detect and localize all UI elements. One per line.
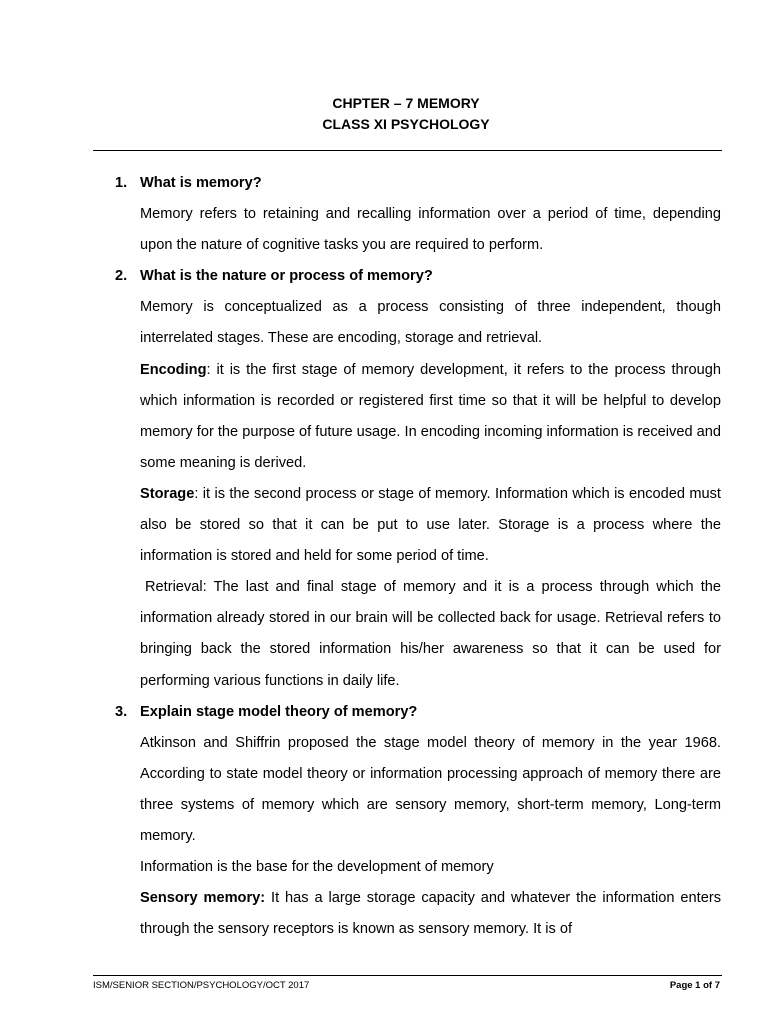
answer-paragraph: Information is the base for the development of memory bbox=[140, 859, 494, 876]
storage-text: : it is the second process or stage of memory. Information which is encoded must also be stored so that it can be put to use later. Storage is a process where the information is stored and held for some period of time. bbox=[140, 485, 721, 565]
question-2 bbox=[115, 261, 721, 292]
retrieval-paragraph: Retrieval: The last and final stage of memory and it is a process through which the information already stored in our brain will be collected back for usage. Retrieval refers to bringing back the stored information his/her awareness so that it can be used for performing various functions in daily life. bbox=[140, 579, 721, 689]
answer-paragraph: Memory refers to retaining and recalling information over a period of time, depending upon the nature of cognitive tasks you are required to perform. bbox=[140, 206, 721, 254]
sensory-memory-text: It has a large storage capacity and whatever the information enters through the sensory receptors is known as sensory memory. It is of bbox=[140, 890, 721, 938]
storage-paragraph bbox=[140, 479, 721, 572]
encoding-text: : it is the first stage of memory development, it refers to the process through which information is recorded or registered first time so that it will be helpful to develop memory for the purpose of future usage. In encoding incoming information is received and some meaning is derived. bbox=[140, 361, 721, 471]
class-subtitle: CLASS XI PSYCHOLOGY bbox=[322, 116, 490, 132]
header-divider bbox=[93, 150, 722, 151]
answer-paragraph: Memory is conceptualized as a process consisting of three independent, though interrelated stages. These are encoding, storage and retrieval. bbox=[140, 299, 721, 347]
question-number: 1. bbox=[115, 175, 128, 191]
document-body bbox=[115, 168, 721, 945]
question-3 bbox=[115, 697, 721, 728]
question-number: 2. bbox=[115, 268, 128, 285]
chapter-title: CHPTER – 7 MEMORY bbox=[332, 95, 480, 111]
footer-divider bbox=[93, 975, 722, 976]
term-sensory-memory: Sensory memory: bbox=[140, 890, 266, 907]
sensory-memory-paragraph bbox=[140, 883, 721, 945]
question-text: What is the nature or process of memory? bbox=[140, 268, 433, 285]
term-encoding: Encoding bbox=[140, 361, 207, 378]
encoding-paragraph bbox=[140, 355, 721, 479]
question-text: What is memory? bbox=[140, 175, 262, 191]
answer-paragraph: Atkinson and Shiffrin proposed the stage model theory of memory in the year 1968. According to state model theory or information processing approach of memory there are three systems of memory which are sensory memory, short-term memory, Long-term memory. bbox=[140, 734, 721, 844]
footer-reference: ISM/SENIOR SECTION/PSYCHOLOGY/OCT 2017 bbox=[93, 980, 310, 991]
question-number: 3. bbox=[115, 703, 128, 720]
term-storage: Storage bbox=[140, 485, 195, 502]
question-1 bbox=[115, 168, 721, 199]
page-number: Page 1 of 7 bbox=[669, 980, 720, 991]
question-text: Explain stage model theory of memory? bbox=[140, 703, 418, 720]
